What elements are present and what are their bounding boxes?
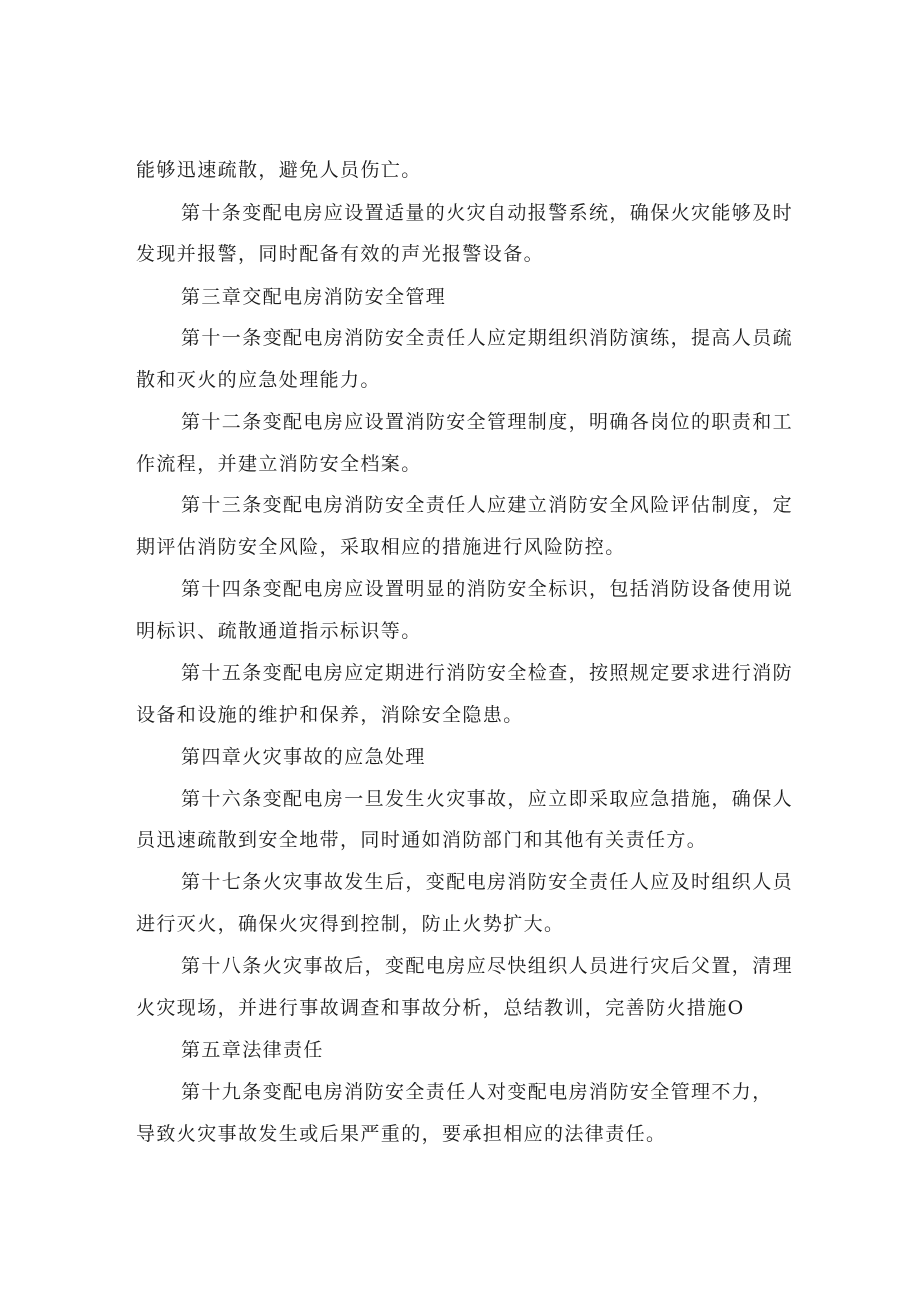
chapter-5-heading: 第五章法律责任	[181, 1039, 324, 1061]
article-13-line-1: 第十三条变配电房消防安全责任人应建立消防安全风险评估制度，定	[181, 494, 794, 516]
article-11-line-1: 第十一条变配电房消防安全责任人应定期组织消防演练，提高人员疏	[181, 327, 794, 349]
article-16-line-1: 第十六条变配电房一旦发生火灾事故，应立即采取应急措施，确保人	[181, 788, 794, 810]
article-17-line-2: 进行灭火，确保火灾得到控制，防止火势扩大。	[136, 913, 565, 935]
article-12-line-1: 第十二条变配电房应设置消防安全管理制度，明确各岗位的职责和工	[181, 411, 794, 433]
article-15-line-1: 第十五条变配电房应定期进行消防安全检查，按照规定要求进行消防	[181, 662, 794, 684]
article-11-line-2: 散和灭火的应急处理能力。	[136, 369, 381, 391]
text-line: 能够迅速疏散，避免人员伤亡。	[136, 159, 422, 181]
article-12-line-2: 作流程，并建立消防安全档案。	[136, 453, 422, 475]
article-18-line-2: 火灾现场，并进行事故调查和事故分析，总结教训，完善防火措施O	[136, 997, 745, 1019]
article-14-line-1: 第十四条变配电房应设置明显的消防安全标识，包括消防设备使用说	[181, 578, 794, 600]
chapter-3-heading: 第三章交配电房消防安全管理	[181, 286, 447, 308]
article-10-line-2: 发现并报警，同时配备有效的声光报警设备。	[136, 243, 545, 265]
article-13-line-2: 期评估消防安全风险，采取相应的措施进行风险防控。	[136, 536, 626, 558]
article-19-line-2: 导致火灾事故发生或后果严重的，要承担相应的法律责任。	[136, 1123, 667, 1145]
article-10-line-1: 第十条变配电房应设置适量的火灾自动报警系统，确保火灾能够及时	[181, 202, 794, 224]
article-15-line-2: 设备和设施的维护和保养，消除安全隐患。	[136, 704, 524, 726]
chapter-4-heading: 第四章火灾事故的应急处理	[181, 746, 426, 768]
article-19-line-1: 第十九条变配电房消防安全责任人对变配电房消防安全管理不力，	[181, 1081, 773, 1103]
article-17-line-1: 第十七条火灾事故发生后，变配电房消防安全责任人应及时组织人员	[181, 871, 794, 893]
article-16-line-2: 员迅速疏散到安全地带，同时通如消防部门和其他有关责任方。	[136, 829, 708, 851]
article-14-line-2: 明标识、疏散通道指示标识等。	[136, 620, 422, 642]
article-18-line-1: 第十八条火灾事故后，变配电房应尽快组织人员进行灾后父置，清理	[181, 955, 794, 977]
